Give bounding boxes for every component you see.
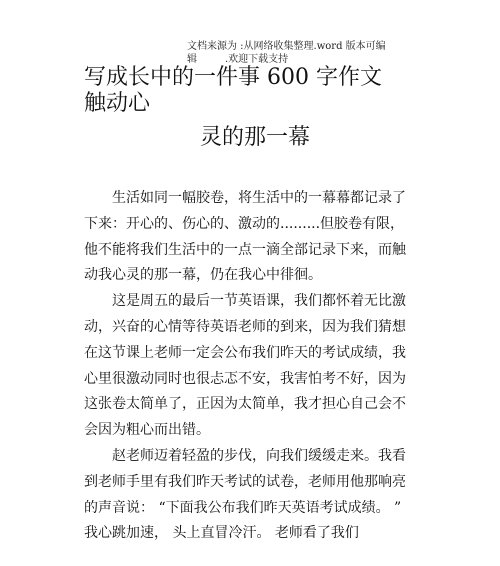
- paragraph-1: 生活如同一幅胶卷，将生活中的一幕幕都记录了下来：开心的、伤心的、激动的.........但胶卷有限， 他不能将我们生活中的一点一滴全部记录下来，而触动我心灵的那一幕，仍在我心中徘徊。: [84, 190, 406, 284]
- paragraph-2: 这是周五的最后一节英语课，我们都怀着无比激动，兴奋的心情等待英语老师的到来，因为我们猜想在这节课上老师一定会公布我们昨天的考试成绩，我心里很激动同时也很忐忑不安，我害怕考不好，因为这张卷太简单了，正因为太简单，我才担心自己会不会因为粗心而出错。: [84, 293, 406, 439]
- title-line-2: 触动心: [84, 91, 151, 116]
- title-line-3: 灵的那一幕: [200, 125, 311, 150]
- source-note-line2-b: .欢迎下载支持: [225, 54, 289, 65]
- title-line-1: 写成长中的一件事 600 字作文: [84, 65, 382, 90]
- source-note: [187, 40, 387, 66]
- paragraph-3: 赵老师迈着轻盈的步伐，向我们缓缓走来。我看到老师手里有我们昨天考试的试卷，老师用他那响亮的声音说： “下面我公布我们昨天英语考试成绩。 ” 我心跳加速， 头上直冒冷汗。 老师看了我们: [84, 447, 406, 542]
- source-note-line2-a: 辑: [187, 54, 197, 65]
- article-body: [84, 186, 414, 547]
- source-note-line1: 文档来源为 :从网络收集整理.word 版本可编: [187, 41, 386, 52]
